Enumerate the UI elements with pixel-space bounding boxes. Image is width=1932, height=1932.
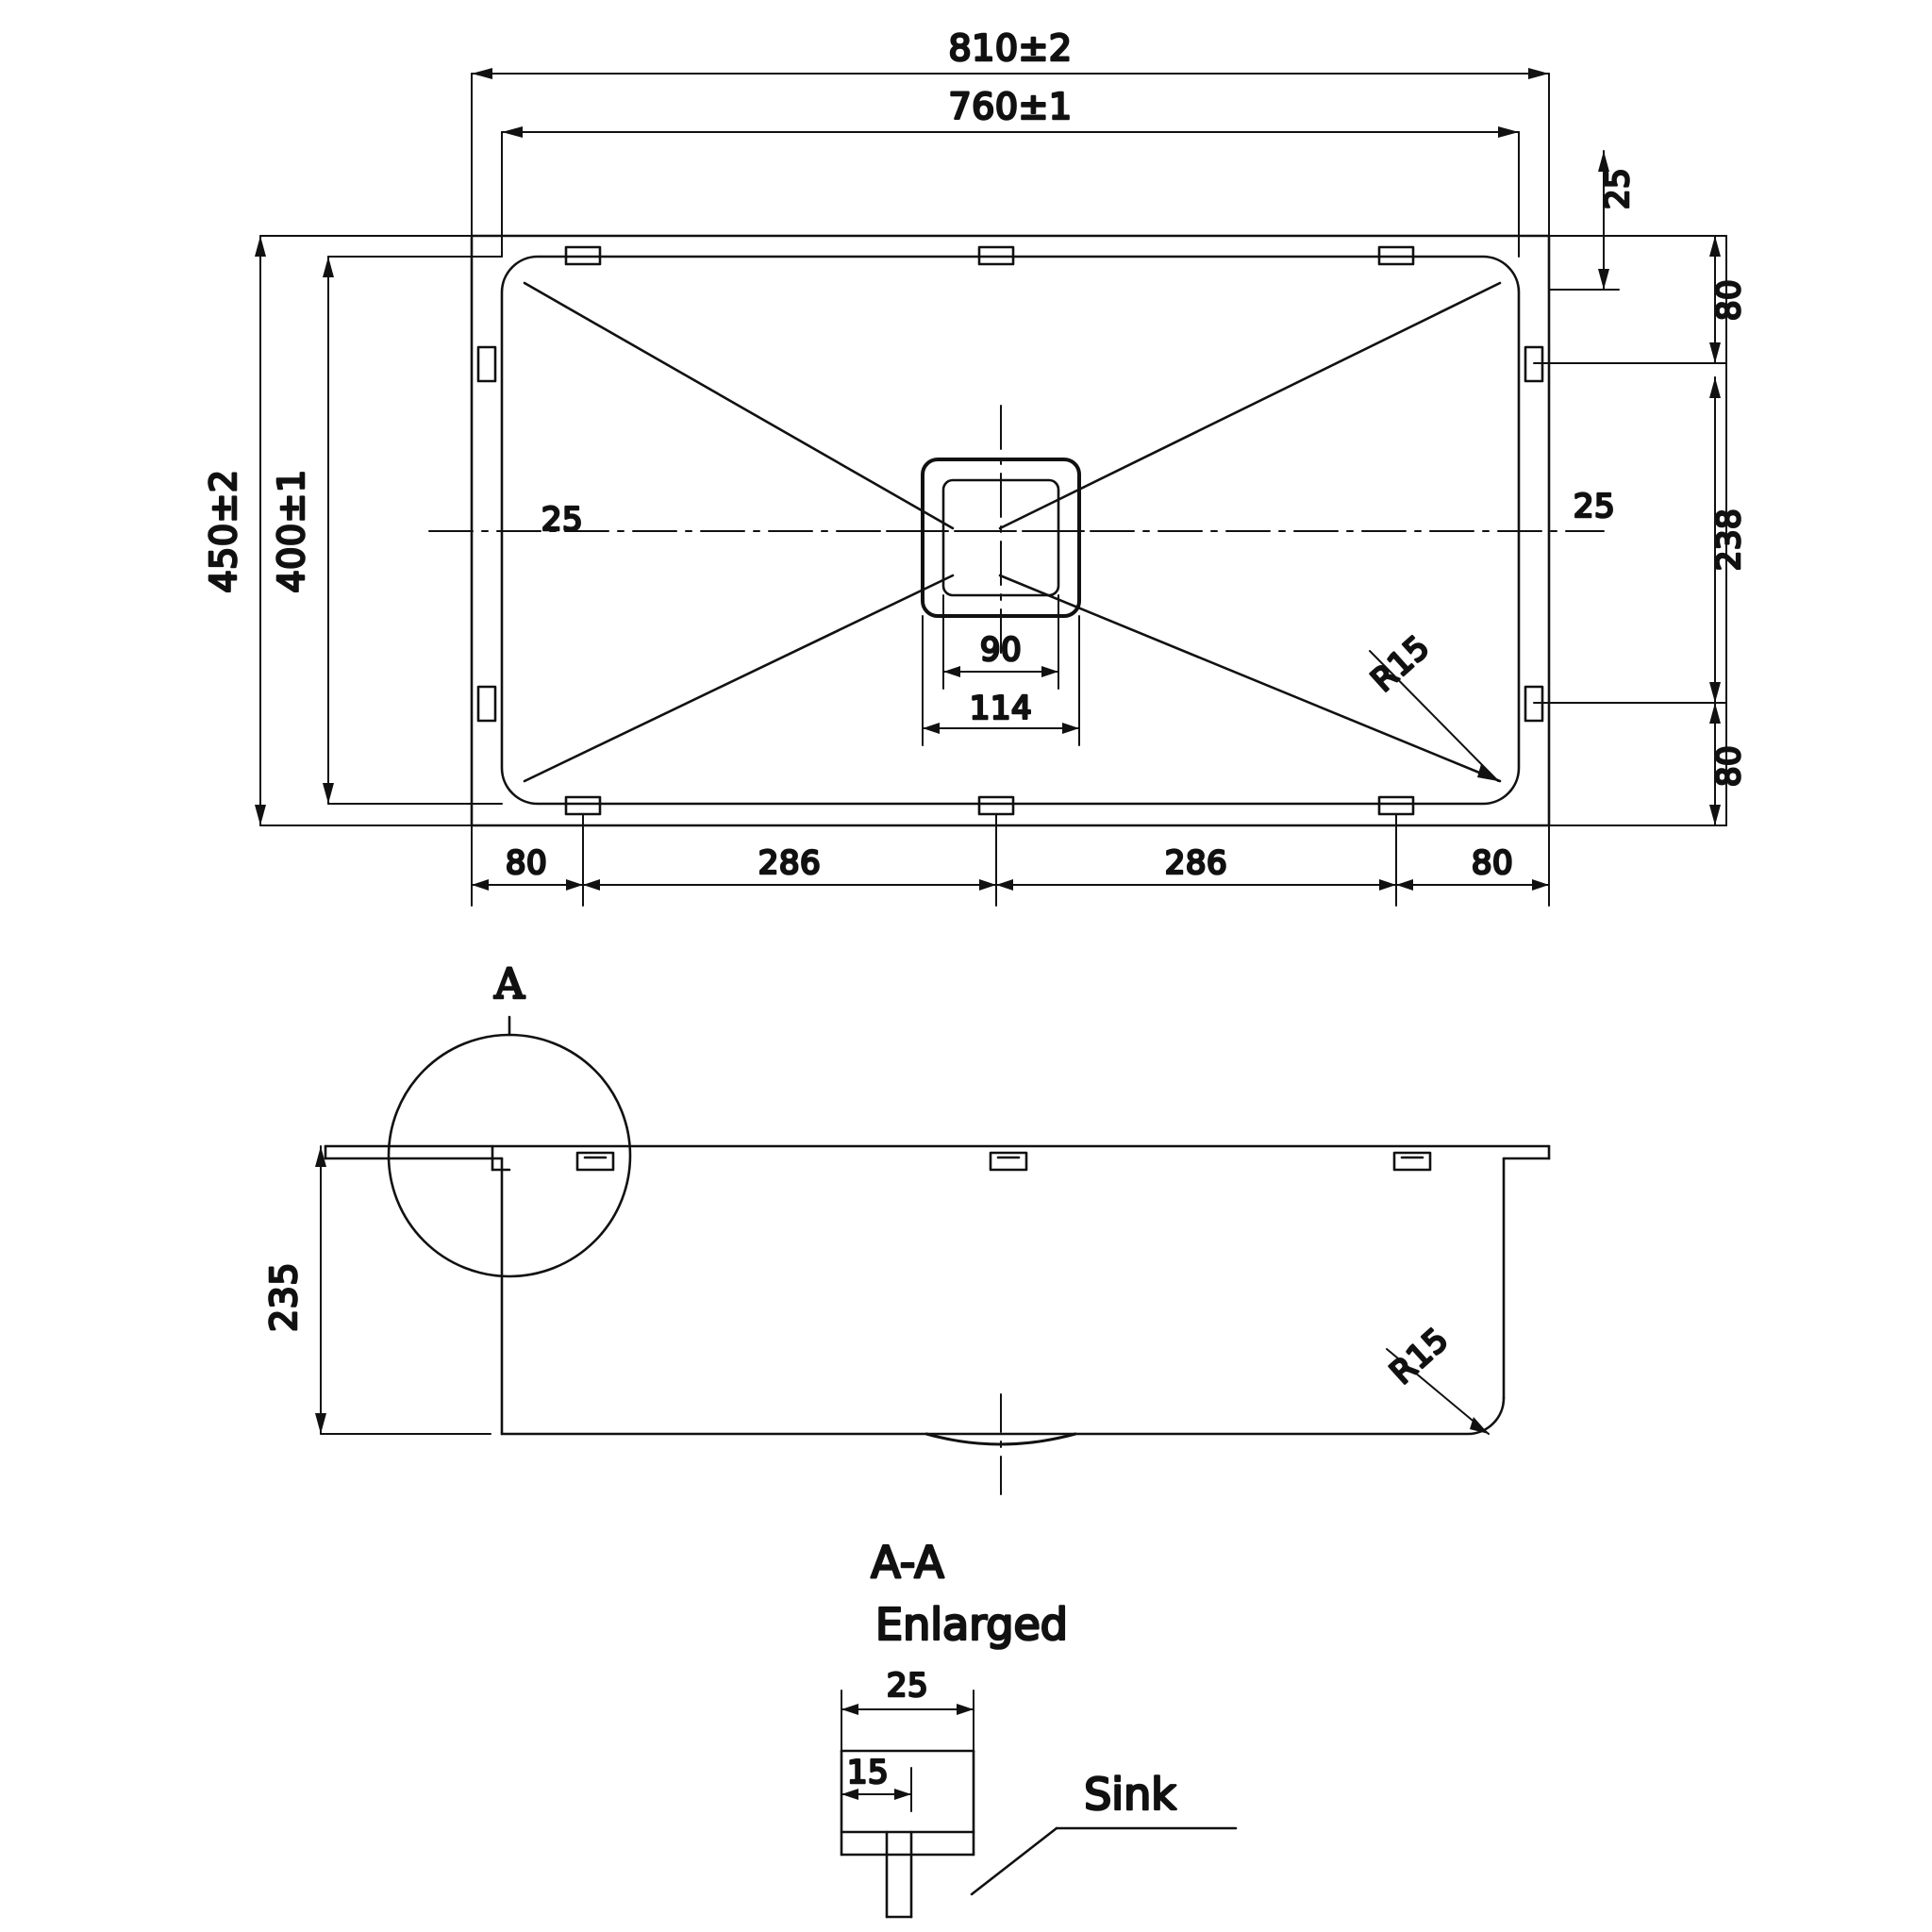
dim-inner-width-label: 760±1 — [948, 86, 1073, 127]
front-view-outline — [325, 1146, 1549, 1434]
bottom-chain-extension-lines — [472, 814, 1549, 906]
dim-detail-lip-label: 15 — [846, 1754, 890, 1791]
dim-bottom-chain — [472, 879, 1549, 891]
dim-overall-width-label: 810±2 — [948, 27, 1073, 69]
top-view-center-axes — [429, 406, 1604, 660]
sink-callout-label: Sink — [1084, 1769, 1176, 1820]
section-subtitle: Enlarged — [875, 1599, 1068, 1650]
dim-left-offset-label: 25 — [541, 501, 584, 539]
section-title: A-A — [871, 1537, 944, 1588]
dim-right-bottom-band-label: 80 — [1710, 744, 1748, 788]
dim-drain-outer-label: 114 — [969, 690, 1033, 727]
sink-leader-line — [972, 1828, 1236, 1894]
dim-bottom-2-label: 286 — [758, 844, 822, 882]
dim-detail-flange-label: 25 — [886, 1667, 929, 1705]
dim-inner-height — [323, 257, 502, 804]
dim-front-depth-label: 235 — [263, 1261, 305, 1333]
dim-bottom-1-label: 80 — [505, 844, 548, 882]
dim-right-mid-band-label: 238 — [1710, 508, 1748, 572]
dim-bottom-3-label: 286 — [1164, 844, 1228, 882]
dim-right-offset-label: 25 — [1573, 488, 1616, 525]
dim-front-depth — [315, 1146, 491, 1434]
dim-inner-height-label: 400±1 — [271, 469, 312, 593]
front-view-radius-label: R15 — [1382, 1321, 1457, 1392]
front-view-clips — [577, 1153, 1430, 1170]
top-view-radius-label: R15 — [1363, 628, 1438, 700]
detail-marker-label: A — [494, 960, 525, 1008]
dim-right-top-band-label: 80 — [1710, 278, 1748, 322]
dim-drain-inner-label: 90 — [979, 631, 1023, 669]
dim-bottom-4-label: 80 — [1471, 844, 1514, 882]
dim-overall-height-label: 450±2 — [203, 469, 244, 593]
right-band-extension-lines — [1534, 236, 1726, 825]
dim-flange-top-label: 25 — [1599, 167, 1637, 210]
